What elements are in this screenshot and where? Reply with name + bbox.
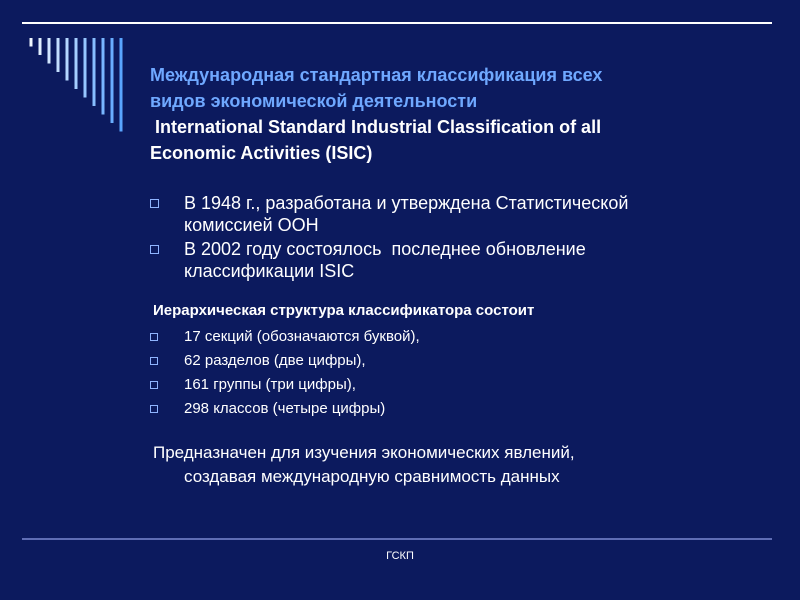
structure-item-text: 298 классов (четыре цифры): [184, 400, 386, 417]
structure-heading: Иерархическая структура классификатора состоит: [153, 302, 535, 319]
structure-item: [150, 325, 750, 349]
title-ru-line2: видов экономической деятельности: [150, 91, 478, 111]
footer-label: ГСКП: [386, 550, 414, 562]
main-bullet-line2: классификации ISIC: [184, 261, 355, 281]
title-ru-line1: Международная стандартная классификация всех: [150, 65, 603, 85]
main-bullet: [150, 238, 780, 282]
main-bullet: [150, 192, 780, 236]
title-russian: [150, 62, 780, 114]
decorative-stripes: [0, 0, 140, 160]
purpose-line2: создавая международную сравнимость данных: [184, 467, 560, 486]
structure-item-text: 161 группы (три цифры),: [184, 376, 356, 393]
square-bullet-icon: [150, 333, 158, 341]
main-bullet-line1: В 2002 году состоялось последнее обновление: [184, 239, 586, 259]
structure-item-text: 17 секций (обозначаются буквой),: [184, 328, 420, 345]
structure-item: [150, 349, 750, 373]
structure-list: [150, 325, 750, 421]
structure-item-text: 62 разделов (две цифры),: [184, 352, 366, 369]
square-bullet-icon: [150, 199, 159, 208]
square-bullet-icon: [150, 381, 158, 389]
main-bullet-line2: комиссией ООН: [184, 215, 319, 235]
slide-title: [150, 62, 780, 166]
purpose-line1: Предназначен для изучения экономических явлений,: [153, 443, 575, 462]
title-en-line1: International Standard Industrial Classification of all: [150, 117, 602, 137]
title-english: [150, 114, 780, 166]
structure-item: [150, 373, 750, 397]
square-bullet-icon: [150, 245, 159, 254]
bottom-divider: [22, 538, 772, 540]
square-bullet-icon: [150, 357, 158, 365]
structure-item: [150, 397, 750, 421]
purpose-statement: [153, 441, 773, 489]
square-bullet-icon: [150, 405, 158, 413]
main-bullet-line1: В 1948 г., разработана и утверждена Статистической: [184, 193, 629, 213]
title-en-line2: Economic Activities (ISIC): [150, 143, 373, 163]
main-bullet-list: [150, 192, 780, 284]
